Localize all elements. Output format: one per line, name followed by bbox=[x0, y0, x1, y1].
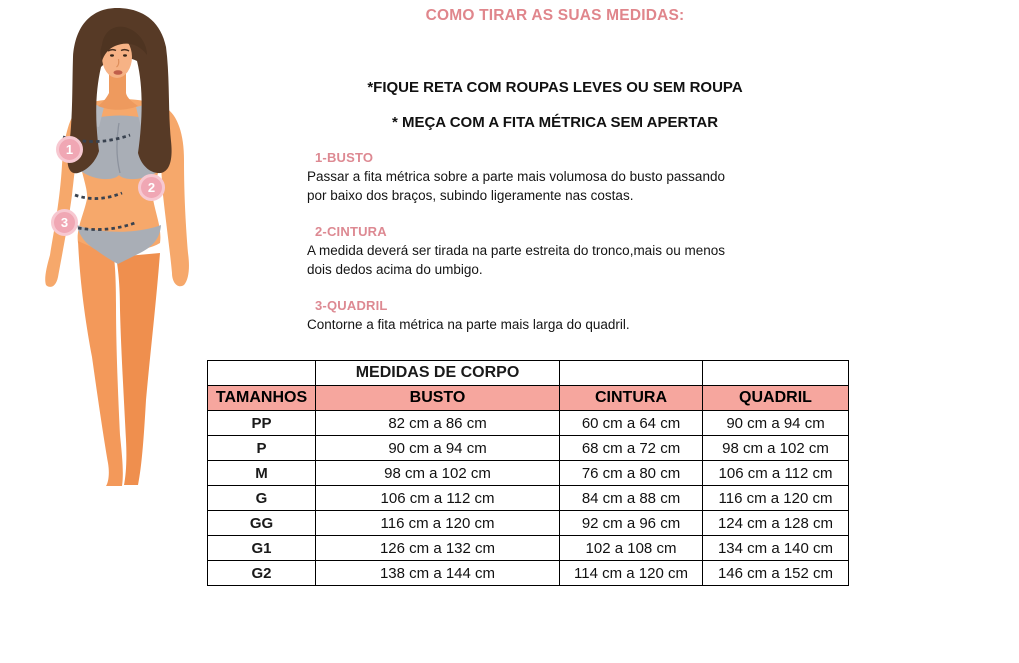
column-header-quadril: QUADRIL bbox=[703, 386, 849, 411]
size-label: G1 bbox=[208, 536, 316, 561]
table-row-p bbox=[208, 436, 849, 461]
busto-value: 90 cm a 94 cm bbox=[316, 436, 560, 461]
woman-illustration bbox=[20, 5, 205, 490]
busto-value: 126 cm a 132 cm bbox=[316, 536, 560, 561]
column-header-cintura: CINTURA bbox=[560, 386, 703, 411]
size-chart bbox=[207, 360, 849, 586]
section-busto bbox=[307, 150, 787, 205]
column-header-tamanhos: TAMANHOS bbox=[208, 386, 316, 411]
table-row-g2 bbox=[208, 561, 849, 586]
section-busto-text-line: por baixo dos braços, subindo ligeramente nas costas. bbox=[307, 188, 634, 203]
instruction-posture: *FIQUE RETA COM ROUPAS LEVES OU SEM ROUPA bbox=[367, 79, 743, 96]
size-label: GG bbox=[208, 511, 316, 536]
section-busto-text-line: Passar a fita métrica sobre a parte mais volumosa do busto passando bbox=[307, 169, 725, 184]
size-chart-table bbox=[207, 360, 849, 586]
cintura-value: 76 cm a 80 cm bbox=[560, 461, 703, 486]
page-title: COMO TIRAR AS SUAS MEDIDAS: bbox=[425, 7, 685, 24]
section-quadril bbox=[307, 298, 787, 334]
measurement-figure bbox=[20, 5, 205, 490]
cintura-value: 102 a 108 cm bbox=[560, 536, 703, 561]
quadril-value: 90 cm a 94 cm bbox=[703, 411, 849, 436]
busto-value: 116 cm a 120 cm bbox=[316, 511, 560, 536]
size-label: P bbox=[208, 436, 316, 461]
table-row-gg bbox=[208, 511, 849, 536]
hip-marker: 3 bbox=[51, 209, 78, 236]
busto-value: 82 cm a 86 cm bbox=[316, 411, 560, 436]
empty-cell bbox=[703, 361, 849, 386]
quadril-value: 146 cm a 152 cm bbox=[703, 561, 849, 586]
measurement-instructions bbox=[307, 150, 787, 353]
waist-marker: 2 bbox=[138, 174, 165, 201]
table-row-pp bbox=[208, 411, 849, 436]
bust-marker: 1 bbox=[56, 136, 83, 163]
section-quadril-text-line: Contorne a fita métrica na parte mais larga do quadril. bbox=[307, 317, 630, 332]
quadril-value: 106 cm a 112 cm bbox=[703, 461, 849, 486]
size-label: G2 bbox=[208, 561, 316, 586]
size-label: PP bbox=[208, 411, 316, 436]
busto-value: 98 cm a 102 cm bbox=[316, 461, 560, 486]
section-cintura bbox=[307, 224, 787, 279]
group-header-cell: MEDIDAS DE CORPO bbox=[316, 361, 560, 386]
busto-value: 106 cm a 112 cm bbox=[316, 486, 560, 511]
table-row-g1 bbox=[208, 536, 849, 561]
section-cintura-text-line: dois dedos acima do umbigo. bbox=[307, 262, 483, 277]
size-label: G bbox=[208, 486, 316, 511]
column-header-busto: BUSTO bbox=[316, 386, 560, 411]
empty-cell bbox=[208, 361, 316, 386]
section-cintura-text-line: A medida deverá ser tirada na parte estreita do tronco,mais ou menos bbox=[307, 243, 725, 258]
quadril-value: 124 cm a 128 cm bbox=[703, 511, 849, 536]
table-row-m bbox=[208, 461, 849, 486]
cintura-value: 60 cm a 64 cm bbox=[560, 411, 703, 436]
quadril-value: 98 cm a 102 cm bbox=[703, 436, 849, 461]
cintura-value: 84 cm a 88 cm bbox=[560, 486, 703, 511]
quadril-value: 134 cm a 140 cm bbox=[703, 536, 849, 561]
instruction-tape: * MEÇA COM A FITA MÉTRICA SEM APERTAR bbox=[391, 114, 719, 131]
section-quadril-heading: 3-QUADRIL bbox=[315, 298, 388, 313]
section-busto-heading: 1-BUSTO bbox=[315, 150, 374, 165]
cintura-value: 68 cm a 72 cm bbox=[560, 436, 703, 461]
table-group-header-row bbox=[208, 361, 849, 386]
size-label: M bbox=[208, 461, 316, 486]
section-cintura-heading: 2-CINTURA bbox=[315, 224, 387, 239]
table-row-g bbox=[208, 486, 849, 511]
cintura-value: 114 cm a 120 cm bbox=[560, 561, 703, 586]
busto-value: 138 cm a 144 cm bbox=[316, 561, 560, 586]
empty-cell bbox=[560, 361, 703, 386]
table-column-header-row bbox=[208, 386, 849, 411]
quadril-value: 116 cm a 120 cm bbox=[703, 486, 849, 511]
cintura-value: 92 cm a 96 cm bbox=[560, 511, 703, 536]
